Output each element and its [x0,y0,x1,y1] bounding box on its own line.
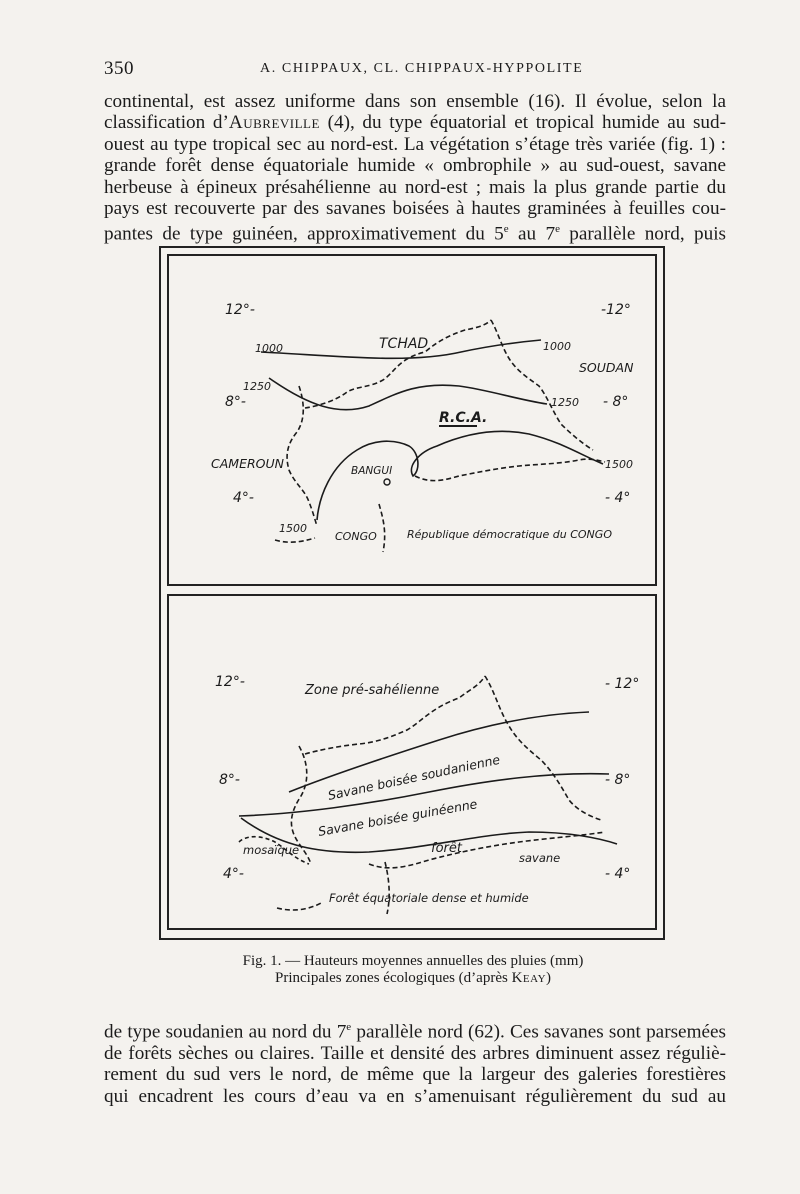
border-west [287,386,317,526]
figure-frame [159,246,665,940]
superscript: e [346,1021,352,1033]
text-line: rement du sud vers le nord, de même que la largeur des galeries forestières [104,1064,726,1086]
text-fragment: classification d’ [104,112,229,134]
lat-8-right: - 8° [603,394,629,410]
label-rca: R.C.A. [439,410,488,426]
text-line: qui encadrent les cours d’eau va en s’amenuisant régulièrement du sud au [104,1085,726,1107]
border-east [491,320,593,450]
lat-8-right: - 8° [605,772,631,788]
lat-12-left: 12°- [215,674,245,690]
iso-1000-left: 1000 [255,342,283,355]
lat-4-left: 4°- [223,866,244,882]
border-cameroun-sw [275,538,315,542]
label-bangui: BANGUI [351,465,393,477]
text-line: grande forêt dense équatoriale humide « ombrophile » au sud-ouest, savane [104,155,726,177]
border-congo [379,504,385,552]
iso-1500-right: 1500 [605,458,633,471]
lat-4-right: - 4° [605,490,631,506]
label-zone-presahelienne: Zone pré-sahélienne [305,683,440,698]
border-east [485,676,601,820]
lat-8-left: 8°- [219,772,240,788]
figure-caption [160,953,666,987]
intro-paragraph [104,91,726,245]
text-line: pays est recouverte par des savanes boisées à hautes graminées à feuilles cou- [104,198,726,220]
caption-line: Fig. 1. — Hauteurs moyennes annuelles des pluies (mm) [242,953,584,969]
bangui-marker [384,479,390,485]
border-south [415,459,605,480]
isohyet-1250 [269,378,547,410]
border-north [305,320,491,408]
ecological-zones-map [167,594,657,930]
text-line: de forêts sèches ou claires. Taille et densité des arbres diminuent assez réguliè- [104,1042,726,1064]
lat-12-right: -12° [601,302,631,318]
label-savane: savane [519,851,561,865]
label-cameroun: CAMEROUN [211,456,284,471]
border-congo [385,862,389,914]
page-number: 350 [104,58,134,79]
caption-fragment: ) [546,970,552,986]
lat-12-right: - 12° [605,676,640,692]
author-name: Aubreville [228,112,320,134]
lat-4-right: - 4° [605,866,631,882]
label-rdc: République démocratique du CONGO [407,528,612,541]
rainfall-map-svg [169,256,655,584]
rainfall-map [167,254,657,586]
lat-4-left: 4°- [233,490,254,506]
text-line: ouest au type tropical sec au nord-est. La végétation s’étage très variée (fig. 1) : [104,133,726,155]
outro-paragraph [104,1017,726,1107]
label-tchad: TCHAD [379,336,429,352]
label-savane-guineenne: Savane boisée guinéenne [316,796,479,839]
text-line [104,219,726,245]
text-line: herbeuse à épineux présahélienne au nord-est ; mais la plus grande partie du [104,176,726,198]
text-fragment: de type soudanien au nord du 7 [104,1021,347,1043]
lat-12-left: 12°- [225,302,255,318]
border-south [369,832,605,868]
text-fragment: au 7 [508,223,556,245]
ecological-zones-map-svg [169,596,655,928]
text-fragment: parallèle nord (62). Ces savanes sont parsemées [351,1021,726,1043]
border-sw [277,902,323,910]
text-line [104,112,726,133]
iso-1500-left: 1500 [279,522,307,535]
label-soudan: SOUDAN [579,360,634,375]
iso-1250-left: 1250 [243,380,271,393]
label-congo: CONGO [335,530,377,543]
caption-fragment: Principales zones écologiques (d’après [274,970,512,986]
zone-boundary-sahel [289,712,589,792]
label-savane-soudanienne: Savane boisée soudanienne [326,751,502,803]
superscript: e [555,223,560,236]
text-fragment: pantes de type guinéen, approximativement du 5 [104,223,504,245]
iso-1000-right: 1000 [543,340,571,353]
label-foret-equatoriale: Forêt équatoriale dense et humide [329,891,529,905]
running-head: A. CHIPPAUX, CL. CHIPPAUX-HYPPOLITE [260,61,584,76]
text-fragment: parallèle nord, puis [559,223,726,245]
caption-line [160,970,666,987]
iso-1250-right: 1250 [551,396,579,409]
author-name: Keay [511,970,547,986]
label-mosaique: mosaïque [243,843,300,857]
text-fragment: (4), du type équatorial et tropical humide au sud- [319,112,726,134]
superscript: e [503,223,509,236]
lat-8-left: 8°- [225,394,246,410]
label-foret: forêt [431,841,462,856]
text-line [104,1017,726,1043]
text-line: continental, est assez uniforme dans son ensemble (16). Il évolue, selon la [104,91,726,112]
